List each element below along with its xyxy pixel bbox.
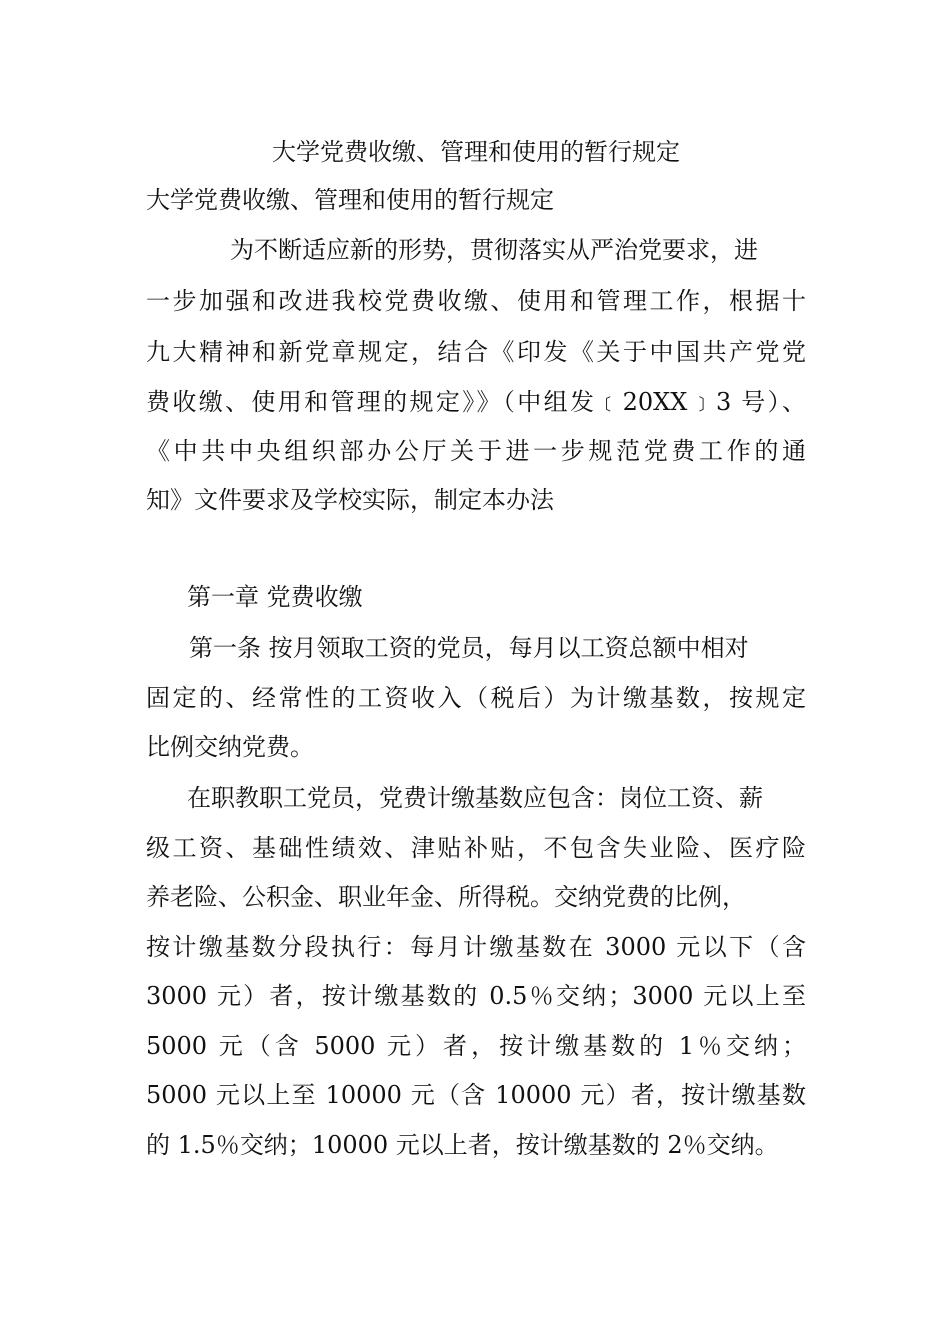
intro-line: 《中共中央组织部办公厅关于进一步规范党费工作的通 — [146, 437, 806, 465]
paragraph-line: 级工资、基础性绩效、津贴补贴，不包含失业险、医疗险 — [146, 834, 806, 862]
article-line: 第一条 按月领取工资的党员，每月以工资总额中相对 — [189, 634, 749, 662]
chapter-heading: 第一章 党费收缴 — [187, 583, 363, 611]
article-line: 比例交纳党费。 — [146, 733, 314, 761]
paragraph-line: 的 1.5％交纳；10000 元以上者，按计缴基数的 2％交纳。 — [146, 1131, 779, 1159]
intro-line: 费收缴、使用和管理的规定》》（中组发﹝20XX﹞3 号）、 — [146, 388, 806, 416]
paragraph-line: 3000 元）者，按计缴基数的 0.5％交纳；3000 元以上至 — [146, 982, 806, 1010]
paragraph-line: 按计缴基数分段执行：每月计缴基数在 3000 元以下（含 — [146, 933, 806, 961]
intro-line: 知》文件要求及学校实际，制定本办法 — [146, 486, 554, 514]
paragraph-line: 5000 元以上至 10000 元（含 10000 元）者，按计缴基数 — [146, 1081, 806, 1109]
paragraph-line: 在职教职工党员，党费计缴基数应包含：岗位工资、薪 — [187, 784, 763, 812]
document-title: 大学党费收缴、管理和使用的暂行规定 — [272, 138, 680, 166]
intro-line: 一步加强和改进我校党费收缴、使用和管理工作，根据十 — [146, 287, 806, 315]
article-line: 固定的、经常性的工资收入（税后）为计缴基数，按规定 — [146, 684, 806, 712]
document-subtitle: 大学党费收缴、管理和使用的暂行规定 — [146, 186, 554, 214]
intro-line: 为不断适应新的形势，贯彻落实从严治党要求，进 — [230, 236, 758, 264]
intro-line: 九大精神和新党章规定，结合《印发《关于中国共产党党 — [146, 338, 806, 366]
paragraph-line: 5000 元（含 5000 元）者，按计缴基数的 1％交纳； — [146, 1032, 806, 1060]
paragraph-line: 养老险、公积金、职业年金、所得税。交纳党费的比例， — [146, 883, 746, 911]
